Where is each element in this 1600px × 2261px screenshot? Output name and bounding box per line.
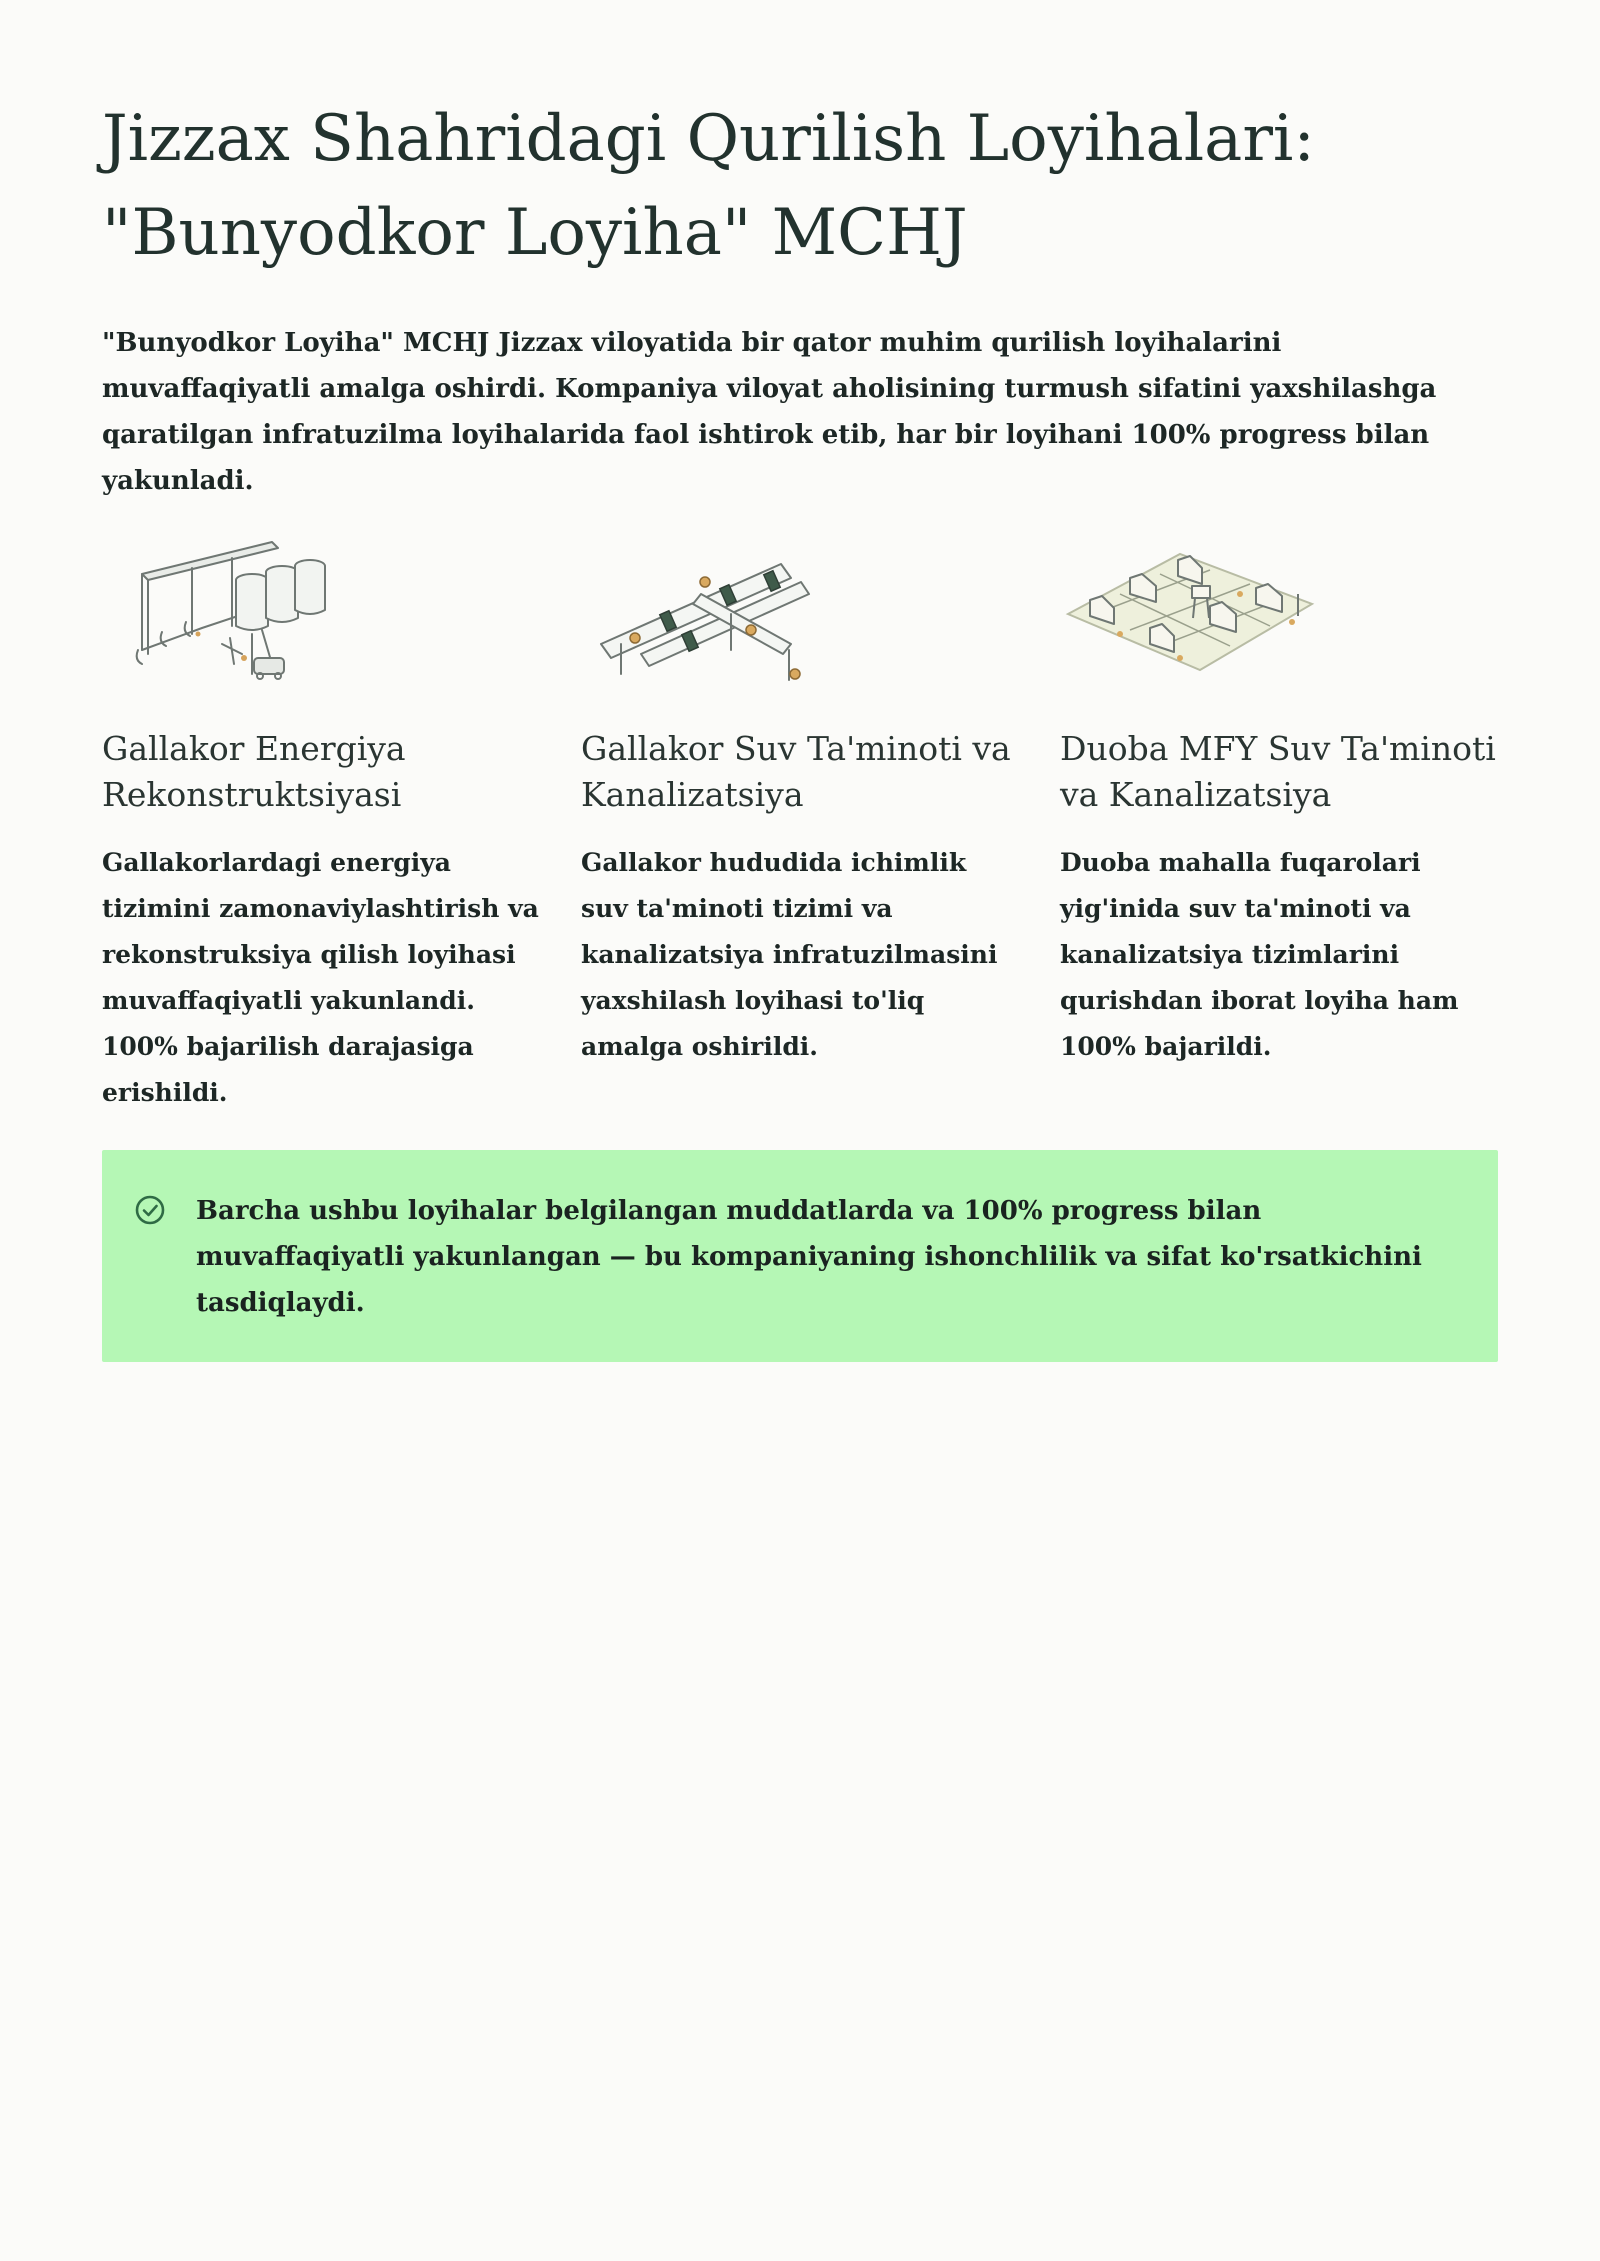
village-houses-illustration [1060,534,1497,694]
project-card-energy [102,534,539,1116]
project-title: Duoba MFY Suv Ta'minoti va Kanalizatsiya [1060,729,1496,814]
energy-plant-illustration [102,534,539,694]
project-title: Gallakor Suv Ta'minoti va Kanalizatsiya [581,729,1011,814]
project-title: Gallakor Energiya Rekonstruktsiyasi [102,729,406,814]
project-description: Duoba mahalla fuqarolari yig'inida suv ta'minoti va kanalizatsiya tizimlarini qurishdan iborat loyiha ham 100% bajarildi. [1060,848,1459,1061]
project-cards [102,534,1498,1116]
water-pipes-illustration [581,534,1018,694]
callout-text: Barcha ushbu loyihalar belgilangan muddatlarda va 100% progress bilan muvaffaqiyatli yakunlangan — bu kompaniyaning ishonchlilik va sifat ko'rsatkichini tasdiqlaydi. [196,1196,1422,1318]
summary-callout [102,1150,1498,1362]
project-description: Gallakorlardagi energiya tizimini zamonaviylashtirish va rekonstruksiya qilish loyihasi muvaffaqiyatli yakunlandi. 100% bajarilish darajasiga erishildi. [102,848,539,1107]
project-card-water [581,534,1018,1116]
page-title: Jizzax Shahridagi Qurilish Loyihalari: "Bunyodkor Loyiha" MCHJ [102,102,1315,270]
project-description: Gallakor hududida ichimlik suv ta'minoti tizimi va kanalizatsiya infratuzilmasini yaxshilash loyihasi to'liq amalga oshirildi. [581,848,998,1061]
intro-paragraph: "Bunyodkor Loyiha" MCHJ Jizzax viloyatida bir qator muhim qurilish loyihalarini muvaffaqiyatli amalga oshirdi. Kompaniya viloyat aholisining turmush sifatini yaxshilashga qaratilgan infratuzilma loyihalarida faol ishtirok etib, har bir loyihani 100% progress bilan yakunladi. [102,328,1437,496]
check-circle-icon [134,1194,166,1226]
project-card-duoba [1060,534,1497,1116]
